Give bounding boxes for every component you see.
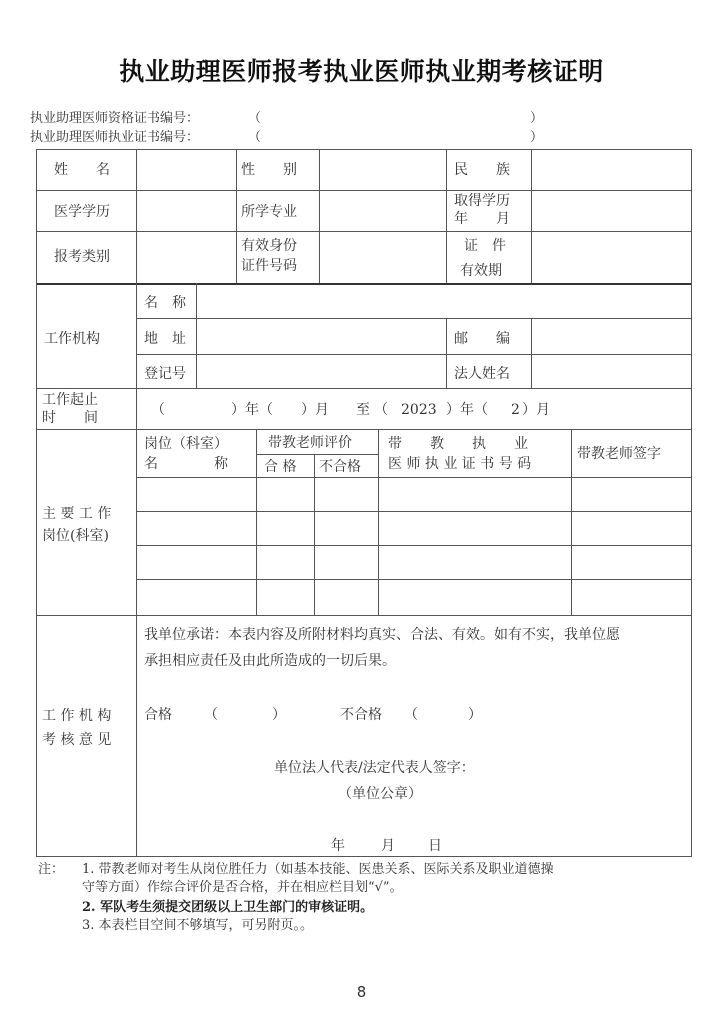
row-divider [36, 231, 692, 232]
review-label-bottom: 考 核 意 见 [42, 732, 112, 748]
fail-label: 不合格 [340, 707, 382, 723]
qualification-cert-label: 执业助理医师资格证书编号： [30, 111, 200, 126]
post-col-divider [571, 429, 572, 615]
period-label-top: 工作起止 [42, 392, 98, 408]
start-open-paren: （ [151, 402, 165, 418]
label-column-divider [136, 149, 137, 857]
col-teacher-cert-bottom: 医 师 执 业 证 书 号 码 [388, 456, 532, 472]
review-label-top: 工 作 机 构 [42, 708, 112, 724]
date-year: 年 [331, 838, 345, 854]
legal-rep-sign-label: 单位法人代表/法定代表人签字： [274, 760, 475, 776]
row-divider [36, 190, 692, 191]
period-label-bottom: 时 间 [42, 410, 98, 426]
end-open-paren: （ [374, 402, 388, 418]
pass-open-paren: （ [204, 707, 218, 723]
date-day: 日 [428, 838, 442, 854]
exam-type-label: 报考类别 [54, 249, 110, 265]
end-year-unit: ）年（ [446, 402, 488, 418]
col-post-name-bottom: 名 称 [144, 456, 228, 472]
table-border-left [36, 149, 37, 857]
row-divider [36, 429, 692, 430]
obtain-date-label: 年 月 [454, 211, 510, 227]
row-divider [36, 615, 692, 616]
legal-person-label: 法人姓名 [454, 366, 510, 382]
note-1-line-1: 1. 带教老师对考生从岗位胜任力（如基本技能、医患关系、医际关系及职业道德操 [82, 862, 554, 877]
id-label-bottom: 证件号码 [241, 258, 297, 274]
post-row-divider [136, 477, 692, 478]
note-2: 2. 军队考生须提交团级以上卫生部门的审核证明。 [82, 900, 374, 915]
section-divider [36, 283, 692, 285]
qualification-cert-close: ） [530, 111, 544, 126]
start-month-unit: ）月 [301, 402, 329, 418]
eval-sub-divider [256, 454, 378, 455]
fail-close-paren: ） [468, 707, 482, 723]
col-teacher-cert-top: 带 教 执 业 [388, 436, 528, 452]
row-divider [36, 388, 692, 389]
document-title: 执业助理医师报考执业医师执业期考核证明 [119, 57, 604, 86]
pass-close-paren: ） [272, 707, 286, 723]
id-label-top: 有效身份 [241, 238, 297, 254]
col-pass: 合 格 [264, 459, 297, 475]
col-teacher-sign: 带教老师签字 [577, 446, 661, 462]
col-post-name-top: 岗位（科室） [144, 436, 228, 452]
ethnic-label: 民 族 [454, 162, 510, 178]
row-divider [136, 318, 692, 319]
end-month-value: 2 [511, 402, 520, 418]
form-table [36, 149, 692, 857]
org-label: 工作机构 [44, 331, 100, 347]
col-divider [236, 149, 237, 283]
major-label: 所学专业 [241, 204, 297, 220]
org-sub-divider [531, 318, 532, 388]
note-1-line-2: 守等方面）作综合评价是否合格，并在相应栏目划“√”。 [82, 880, 403, 895]
table-border-right [691, 149, 692, 857]
postcode-label: 邮 编 [454, 331, 510, 347]
post-label-top: 主 要 工 作 [42, 506, 112, 522]
practice-cert-close: ） [530, 130, 544, 145]
row-divider [136, 354, 692, 355]
qualification-cert-open: （ [248, 111, 262, 126]
col-divider [531, 149, 532, 283]
post-row-divider [136, 511, 692, 512]
end-month-unit: ）月 [522, 402, 550, 418]
notes-prefix: 注： [38, 862, 65, 877]
id-valid-label-top: 证 件 [464, 238, 506, 254]
org-sub-divider [446, 318, 447, 388]
col-teacher-eval: 带教老师评价 [268, 435, 352, 451]
gender-label: 性 别 [241, 162, 297, 178]
post-row-divider [136, 545, 692, 546]
start-year-unit: ）年（ [231, 402, 273, 418]
period-to: 至 [356, 402, 370, 418]
table-border-bottom [36, 856, 692, 857]
page-number: 8 [356, 983, 367, 1001]
date-month: 月 [381, 838, 395, 854]
pledge-line-2: 承担相应责任及由此所造成的一切后果。 [144, 653, 396, 669]
note-3: 3. 本表栏目空间不够填写，可另附页。。 [82, 918, 314, 933]
org-sub-divider [196, 283, 197, 388]
post-col-divider [314, 454, 315, 615]
col-fail: 不合格 [319, 459, 361, 475]
degree-label: 医学学历 [54, 204, 110, 220]
org-name-label: 名 称 [144, 295, 186, 311]
practice-cert-label: 执业助理医师执业证书编号： [30, 130, 200, 145]
pass-label: 合格 [144, 707, 172, 723]
practice-cert-open: （ [248, 130, 262, 145]
col-divider [319, 149, 320, 283]
end-year-value: 2023 [401, 402, 437, 418]
col-divider [446, 149, 447, 283]
org-address-label: 地 址 [144, 331, 186, 347]
post-label-bottom: 岗位(科室) [42, 528, 109, 544]
post-col-divider [378, 429, 379, 615]
id-valid-label-bottom: 有效期 [460, 263, 502, 279]
obtain-degree-label: 取得学历 [454, 193, 510, 209]
table-border-top [36, 149, 692, 150]
unit-seal-label: （单位公章） [338, 786, 422, 802]
pledge-line-1: 我单位承诺：本表内容及所附材料均真实、合法、有效。如有不实，我单位愿 [144, 627, 620, 643]
name-label: 姓 名 [54, 162, 110, 178]
post-row-divider [136, 579, 692, 580]
fail-open-paren: （ [404, 707, 418, 723]
reg-no-label: 登记号 [144, 366, 186, 382]
post-col-divider [256, 429, 257, 615]
